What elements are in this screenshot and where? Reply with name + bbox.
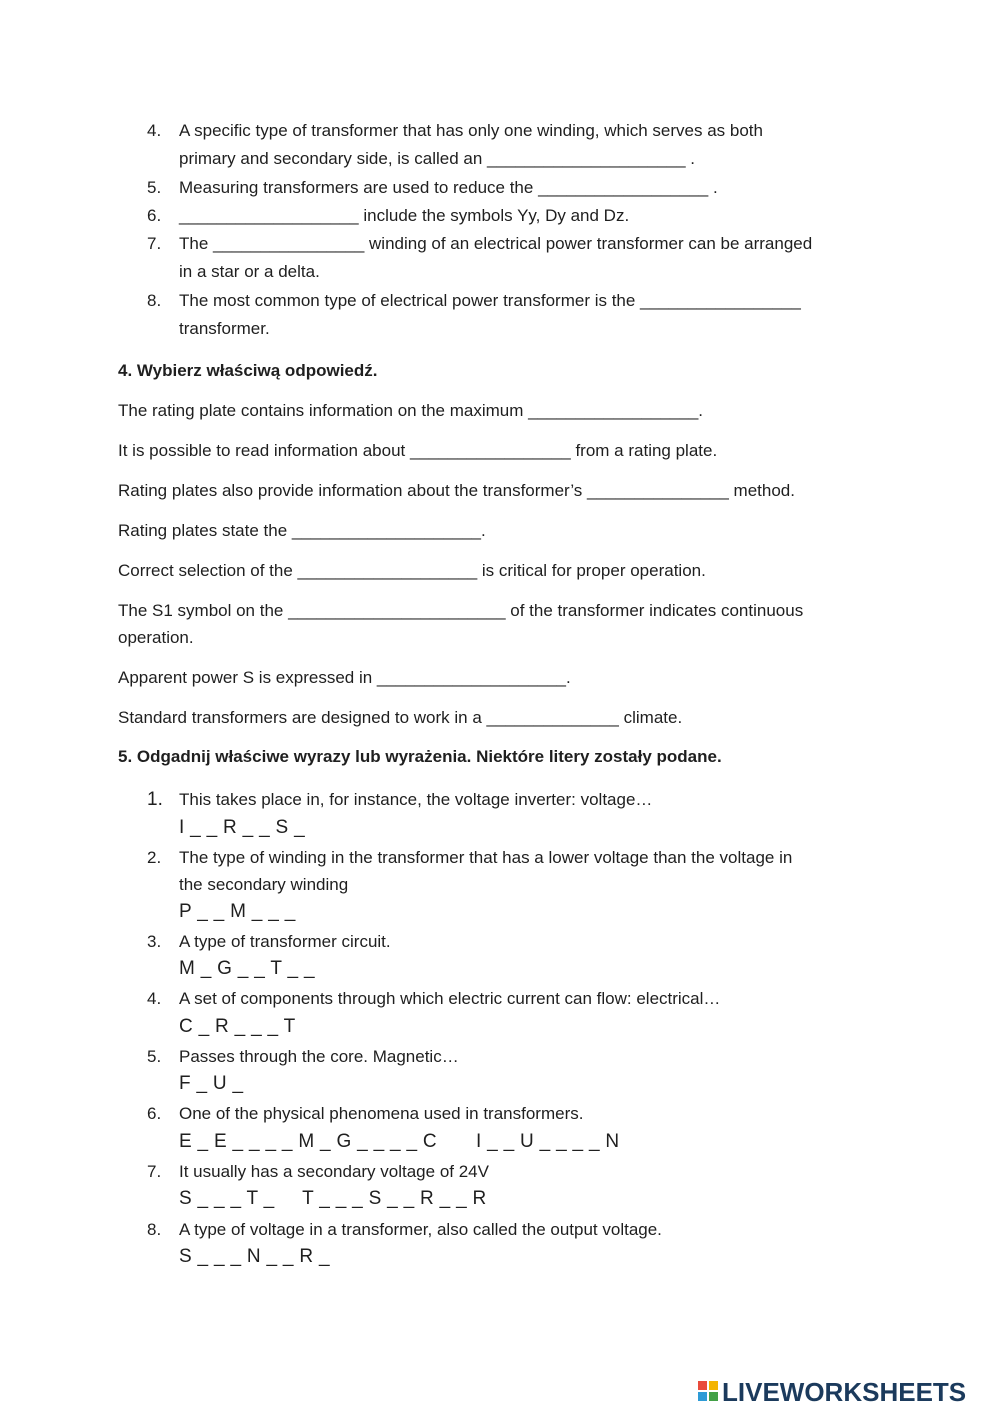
sentence: Standard transformers are designed to work in a ______________ climate. bbox=[118, 708, 683, 727]
item-number: 6. bbox=[147, 1104, 162, 1123]
item-number: 5. bbox=[147, 1047, 162, 1066]
sentence: Apparent power S is expressed in ____________________. bbox=[118, 668, 571, 687]
item-number: 8. bbox=[147, 1220, 162, 1239]
item-number: 7. bbox=[147, 234, 162, 253]
item-text: This takes place in, for instance, the voltage inverter: voltage… bbox=[179, 790, 653, 809]
item-text: transformer. bbox=[179, 319, 270, 338]
item-text: Measuring transformers are used to reduce the __________________ . bbox=[179, 178, 718, 197]
liveworksheets-logo-icon bbox=[698, 1379, 720, 1405]
item-text: Passes through the core. Magnetic… bbox=[179, 1047, 459, 1066]
sentence: The rating plate contains information on the maximum __________________. bbox=[118, 401, 703, 420]
item-number: 4. bbox=[147, 121, 162, 140]
item-text: the secondary winding bbox=[179, 875, 349, 894]
item-text: A type of voltage in a transformer, also called the output voltage. bbox=[179, 1220, 662, 1239]
word-pattern: S _ _ _ T _ T _ _ _ S _ _ R _ _ R bbox=[179, 1188, 487, 1209]
item-text: in a star or a delta. bbox=[179, 262, 320, 281]
item-number: 6. bbox=[147, 206, 162, 225]
word-pattern: S _ _ _ N _ _ R _ bbox=[179, 1246, 330, 1267]
sentence: Correct selection of the ___________________ is critical for proper operation. bbox=[118, 561, 706, 580]
logo-text: LIVEWORKSHEETS bbox=[722, 1376, 967, 1407]
item-text: A specific type of transformer that has only one winding, which serves as both bbox=[179, 121, 763, 140]
item-number: 8. bbox=[147, 291, 162, 310]
sentence-continuation: operation. bbox=[118, 628, 194, 647]
item-text: The ________________ winding of an electrical power transformer can be arranged bbox=[179, 234, 813, 253]
liveworksheets-logo[interactable] bbox=[698, 1377, 966, 1407]
item-number: 5. bbox=[147, 178, 162, 197]
item-text: A set of components through which electric current can flow: electrical… bbox=[179, 989, 721, 1008]
item-number: 7. bbox=[147, 1162, 162, 1181]
item-text: The most common type of electrical power transformer is the _________________ bbox=[179, 291, 801, 310]
section-heading: 4. Wybierz właściwą odpowiedź. bbox=[118, 361, 378, 380]
item-number: 4. bbox=[147, 989, 162, 1008]
item-number: 2. bbox=[147, 848, 162, 867]
item-number: 3. bbox=[147, 932, 162, 951]
sentence: Rating plates also provide information about the transformer’s _______________ method. bbox=[118, 481, 795, 500]
sentence: The S1 symbol on the _______________________ of the transformer indicates continuous bbox=[118, 601, 804, 620]
item-text: primary and secondary side, is called an _____________________ . bbox=[179, 149, 696, 168]
word-pattern: E _ E _ _ _ _ M _ G _ _ _ _ C I _ _ U _ _ _ _ N bbox=[179, 1131, 620, 1152]
word-pattern: M _ G _ _ T _ _ bbox=[179, 958, 315, 979]
word-pattern: P _ _ M _ _ _ bbox=[179, 901, 296, 922]
sentence: Rating plates state the ____________________. bbox=[118, 521, 486, 540]
sentence: It is possible to read information about _________________ from a rating plate. bbox=[118, 441, 718, 460]
item-number: 1. bbox=[147, 789, 163, 810]
item-text: A type of transformer circuit. bbox=[179, 932, 391, 951]
word-pattern: I _ _ R _ _ S _ bbox=[179, 817, 305, 838]
item-text: One of the physical phenomena used in transformers. bbox=[179, 1104, 584, 1123]
item-text: The type of winding in the transformer that has a lower voltage than the voltage in bbox=[179, 848, 793, 867]
item-text: ___________________ include the symbols Yy, Dy and Dz. bbox=[179, 206, 630, 225]
section-heading: 5. Odgadnij właściwe wyrazy lub wyrażenia. Niektóre litery zostały podane. bbox=[118, 747, 722, 766]
item-text: It usually has a secondary voltage of 24V bbox=[179, 1162, 489, 1181]
word-pattern: F _ U _ bbox=[179, 1073, 244, 1094]
word-pattern: C _ R _ _ _ T bbox=[179, 1016, 296, 1037]
